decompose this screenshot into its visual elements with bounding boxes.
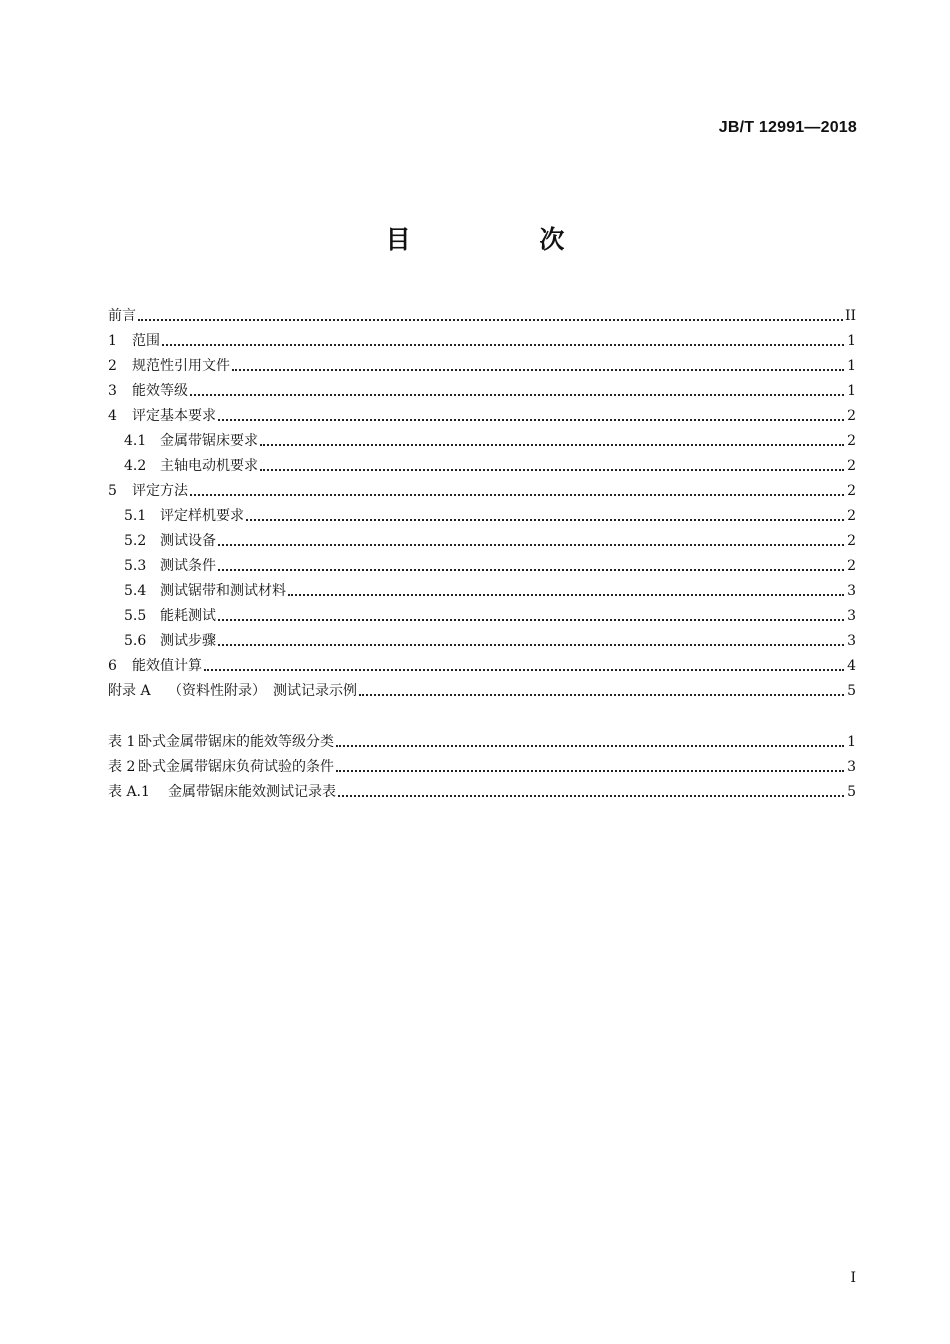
toc-entry-title: 能效等级 [132,383,188,399]
dot-leader [218,419,844,421]
toc-entry-number: 5.6 [124,633,147,649]
toc-entry-number: 5 [108,483,117,499]
dot-leader [218,544,844,546]
toc-entry[interactable] [108,624,856,649]
dot-leader [190,394,844,396]
dot-leader [288,594,844,596]
toc-entry-number: 4 [108,408,117,424]
toc-entry-number: 5.2 [124,533,147,549]
dot-leader [232,369,844,371]
toc-entry-title: 评定基本要求 [132,408,216,424]
toc-entry-page: 2 [847,483,856,499]
toc-entry-page: 3 [847,608,856,624]
toc-entry-page: 2 [847,558,856,574]
toc-entry-number: 附录 A [108,683,151,699]
page-title: 目 次 [385,225,625,254]
toc-entry-title: 规范性引用文件 [132,358,230,374]
toc-entry-page: 5 [847,784,856,800]
dot-leader [190,494,844,496]
toc-entry[interactable] [108,574,856,599]
toc-entry-title: 金属带锯床能效测试记录表 [168,784,336,800]
toc-entry-number: 表 2 [108,759,136,775]
toc-entry[interactable] [108,750,856,775]
toc-entry[interactable] [108,549,856,574]
standard-code: JB/T 12991—2018 [718,119,857,136]
toc-entry-page: 4 [847,658,856,674]
toc-entry-number: 5.1 [124,508,147,524]
toc-entry-page: 3 [847,759,856,775]
toc-entry[interactable] [108,399,856,424]
toc-entry-number: 2 [108,358,117,374]
toc-entry-title: 能耗测试 [160,608,216,624]
dot-leader [204,669,844,671]
dot-leader [218,644,844,646]
dot-leader [162,344,844,346]
toc-entry[interactable] [108,474,856,499]
list-of-tables [108,725,856,800]
toc-entry-number: 5.4 [124,583,147,599]
toc-entry-title: 范围 [132,333,160,349]
dot-leader [218,619,844,621]
toc-entry-page: 3 [847,633,856,649]
toc-entry[interactable] [108,349,856,374]
toc-entry-page: II [844,308,856,324]
toc-entry-title: 主轴电动机要求 [160,458,258,474]
toc-entry[interactable] [108,649,856,674]
toc-entry-title: 评定样机要求 [160,508,244,524]
toc-entry-page: 2 [847,408,856,424]
toc-entry[interactable] [108,374,856,399]
dot-leader [260,444,844,446]
toc-entry[interactable] [108,449,856,474]
page-number: I [850,1270,856,1286]
toc-entry[interactable] [108,775,856,800]
toc-entry[interactable] [108,324,856,349]
toc-entry-title: 测试锯带和测试材料 [160,583,286,599]
toc-entry[interactable] [108,424,856,449]
toc-entry[interactable] [108,299,856,324]
toc-entry[interactable] [108,524,856,549]
dot-leader [359,694,844,696]
toc-entry-number: 表 1 [108,734,136,750]
toc-entry-number: 5.3 [124,558,147,574]
toc-entry-number: 表 A.1 [108,784,150,800]
toc-entry-title: 前言 [108,308,136,324]
toc-entry-title: 卧式金属带锯床的能效等级分类 [138,734,334,750]
toc-entry-number: 6 [108,658,117,674]
dot-leader [336,745,844,747]
toc-entry-page: 3 [847,583,856,599]
toc-entry-number: 1 [108,333,117,349]
toc-entry-title: 测试设备 [160,533,216,549]
dot-leader [260,469,844,471]
toc-entry-page: 5 [847,683,856,699]
toc-entry-page: 2 [847,433,856,449]
dot-leader [246,519,844,521]
toc-entry-title: 评定方法 [132,483,188,499]
toc-entry[interactable] [108,499,856,524]
toc-entry-number: 3 [108,383,117,399]
toc-entry-page: 2 [847,458,856,474]
toc-entry-number: 5.5 [124,608,147,624]
toc-entry-title: 测试步骤 [160,633,216,649]
toc-entry-title: 金属带锯床要求 [160,433,258,449]
toc-entry-page: 1 [847,734,856,750]
toc-entry-title: （资料性附录） 测试记录示例 [168,683,357,699]
toc-entry-page: 2 [847,508,856,524]
toc-entry-title: 能效值计算 [132,658,202,674]
toc-entry[interactable] [108,725,856,750]
table-of-contents [108,299,856,699]
toc-entry-page: 1 [847,333,856,349]
toc-entry[interactable] [108,599,856,624]
toc-entry-title: 测试条件 [160,558,216,574]
toc-entry-page: 1 [847,358,856,374]
toc-entry-number: 4.2 [124,458,147,474]
dot-leader [336,770,844,772]
toc-entry[interactable] [108,674,856,699]
toc-entry-page: 1 [847,383,856,399]
toc-entry-page: 2 [847,533,856,549]
toc-entry-title: 卧式金属带锯床负荷试验的条件 [138,759,334,775]
toc-entry-number: 4.1 [124,433,147,449]
dot-leader [218,569,844,571]
dot-leader [138,319,843,321]
dot-leader [338,795,844,797]
